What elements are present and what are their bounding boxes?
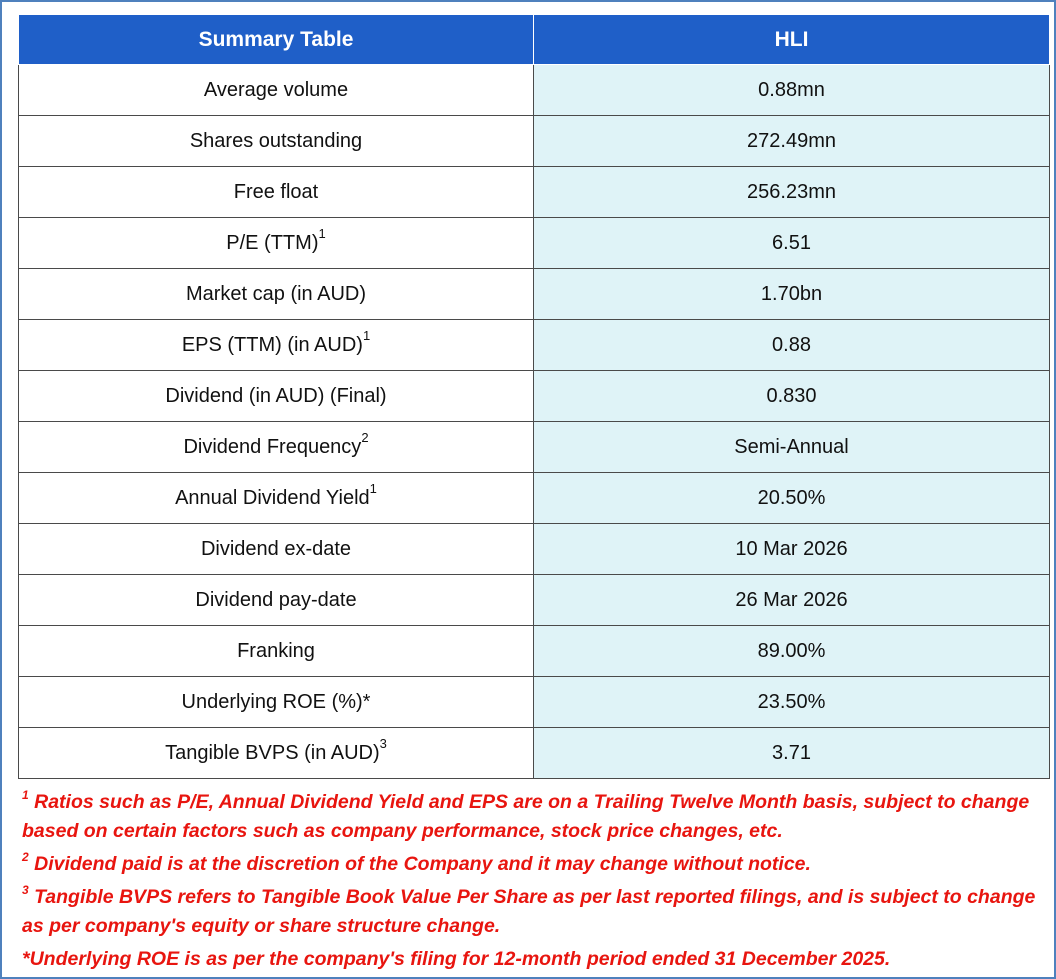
metric-value: Semi-Annual bbox=[534, 422, 1050, 473]
footnote-ref: 2 bbox=[361, 429, 369, 445]
metric-label bbox=[19, 524, 534, 575]
metric-value: 1.70bn bbox=[534, 269, 1050, 320]
metric-label-text: Average volume bbox=[203, 78, 349, 101]
metric-label bbox=[19, 218, 534, 269]
metric-label-text: Free float bbox=[233, 180, 319, 203]
metric-label-text: Tangible BVPS (in AUD) bbox=[165, 741, 380, 764]
footnotes bbox=[22, 788, 1037, 978]
table-row bbox=[19, 626, 1050, 677]
footnote-text: Dividend paid is at the discretion of the Company and it may change without notice. bbox=[34, 853, 811, 875]
footnote-text: Ratios such as P/E, Annual Dividend Yield and EPS are on a Trailing Twelve Month basis, subject to change based on certain factors such as company performance, stock price changes, etc. bbox=[22, 791, 1030, 842]
metric-value: 0.830 bbox=[534, 371, 1050, 422]
metric-label-text: Underlying ROE (%)* bbox=[181, 690, 371, 713]
table-header-row bbox=[19, 15, 1050, 65]
metric-label-text: Dividend (in AUD) (Final) bbox=[165, 384, 387, 407]
metric-label bbox=[19, 575, 534, 626]
footnote-ref: 1 bbox=[362, 327, 371, 343]
metric-label-text: Dividend Frequency bbox=[183, 435, 362, 458]
metric-label-text: P/E (TTM) bbox=[226, 231, 319, 254]
metric-label bbox=[19, 626, 534, 677]
metric-label-text: Dividend pay-date bbox=[195, 588, 357, 611]
footnote-mark: 3 bbox=[22, 882, 29, 897]
metric-value: 272.49mn bbox=[534, 116, 1050, 167]
metric-label bbox=[19, 422, 534, 473]
metric-label-text: EPS (TTM) (in AUD) bbox=[181, 333, 363, 356]
metric-label-text: Market cap (in AUD) bbox=[185, 282, 367, 305]
metric-value: 256.23mn bbox=[534, 167, 1050, 218]
metric-label bbox=[19, 728, 534, 779]
footnote bbox=[22, 945, 1037, 974]
footnote bbox=[22, 883, 1037, 941]
table-row bbox=[19, 167, 1050, 218]
table-row bbox=[19, 320, 1050, 371]
header-label-column: Summary Table bbox=[19, 15, 534, 65]
metric-value: 23.50% bbox=[534, 677, 1050, 728]
footnote-text: Tangible BVPS refers to Tangible Book Value Per Share as per last reported filings, and is subject to change as per company's equity or share structure change. bbox=[22, 886, 1036, 937]
metric-label-text: Annual Dividend Yield bbox=[175, 486, 370, 509]
footnote-text: *Underlying ROE is as per the company's filing for 12-month period ended 31 December 2025. bbox=[22, 948, 891, 970]
metric-value: 6.51 bbox=[534, 218, 1050, 269]
footnote-ref: 3 bbox=[379, 735, 387, 751]
footnote-ref: 1 bbox=[318, 225, 326, 241]
table-row bbox=[19, 422, 1050, 473]
metric-label bbox=[19, 371, 534, 422]
metric-value: 3.71 bbox=[534, 728, 1050, 779]
metric-value: 10 Mar 2026 bbox=[534, 524, 1050, 575]
metric-label bbox=[19, 167, 534, 218]
metric-label bbox=[19, 473, 534, 524]
footnote-ref: 1 bbox=[369, 480, 377, 496]
metric-value: 89.00% bbox=[534, 626, 1050, 677]
metric-label bbox=[19, 116, 534, 167]
table-row bbox=[19, 218, 1050, 269]
summary-table bbox=[18, 14, 1050, 779]
table-row bbox=[19, 524, 1050, 575]
metric-label-text: Shares outstanding bbox=[189, 129, 363, 152]
metric-value: 26 Mar 2026 bbox=[534, 575, 1050, 626]
metric-label bbox=[19, 65, 534, 116]
table-row bbox=[19, 269, 1050, 320]
table-row bbox=[19, 677, 1050, 728]
footnote-mark: 2 bbox=[22, 849, 29, 864]
metric-label bbox=[19, 320, 534, 371]
table-row bbox=[19, 116, 1050, 167]
metric-value: 20.50% bbox=[534, 473, 1050, 524]
footnote-mark: 1 bbox=[22, 787, 29, 802]
metric-label-text: Franking bbox=[237, 639, 315, 662]
table-row bbox=[19, 473, 1050, 524]
footnote bbox=[22, 788, 1037, 846]
metric-label-text: Dividend ex-date bbox=[200, 537, 352, 560]
header-ticker-column: HLI bbox=[534, 15, 1050, 65]
metric-value: 0.88mn bbox=[534, 65, 1050, 116]
footnote bbox=[22, 850, 1037, 879]
table-row bbox=[19, 371, 1050, 422]
metric-value: 0.88 bbox=[534, 320, 1050, 371]
metric-label bbox=[19, 269, 534, 320]
table-row bbox=[19, 728, 1050, 779]
metric-label bbox=[19, 677, 534, 728]
table-row bbox=[19, 65, 1050, 116]
table-row bbox=[19, 575, 1050, 626]
